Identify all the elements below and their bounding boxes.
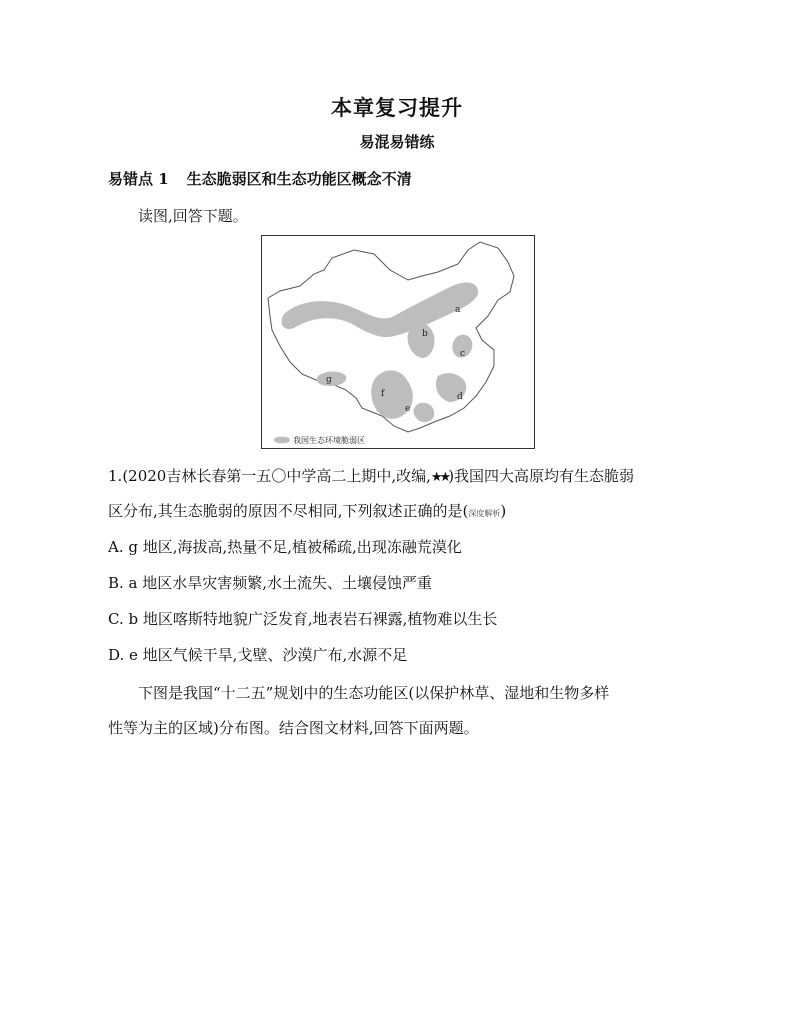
legend-swatch: [274, 437, 290, 444]
question-stem-part1: )我国四大高原均有生态脆弱: [448, 467, 635, 485]
paragraph-line-1: 下图是我国“十二五”规划中的生态功能区(以保护林草、湿地和生物多样: [138, 684, 610, 702]
page-title: 本章复习提升: [331, 95, 463, 120]
option-a: A. g 地区,海拔高,热量不足,植被稀疏,出现冻融荒漠化: [108, 538, 462, 556]
option-d: D. e 地区气候干旱,戈壁、沙漠广布,水源不足: [108, 646, 408, 664]
legend-label: 我国生态环境脆弱区: [293, 436, 365, 445]
section-label: 易错点 1: [108, 170, 169, 188]
intro-text: 读图,回答下题。: [138, 207, 248, 225]
section-text: 生态脆弱区和生态功能区概念不清: [186, 170, 412, 188]
question-source: (2020吉林长春第一五〇中学高二上期中,改编,: [122, 467, 431, 485]
analysis-tag: 深度解析: [468, 509, 501, 518]
paragraph-line-2: 性等为主的区域)分布图。结合图文材料,回答下面两题。: [108, 719, 479, 737]
region-label-e: e: [405, 404, 411, 414]
region-label-a: a: [455, 305, 461, 315]
question-1-stem: [108, 465, 634, 486]
map-figure: [262, 236, 534, 448]
question-close: ): [500, 502, 507, 520]
region-label-c: c: [460, 349, 466, 359]
region-label-g: g: [326, 375, 332, 385]
page-subtitle: 易混易错练: [359, 133, 435, 151]
question-1-stem-line2: [108, 500, 506, 521]
option-c: C. b 地区喀斯特地貌广泛发育,地表岩石裸露,植物难以生长: [108, 610, 498, 628]
region-label-f: f: [381, 389, 385, 399]
china-fragile-zone-map: [261, 235, 535, 449]
option-b: B. a 地区水旱灾害频繁,水土流失、土壤侵蚀严重: [108, 574, 433, 592]
question-number: 1.: [108, 467, 123, 485]
fragile-zone-loess: [408, 322, 435, 358]
region-label-b: b: [422, 329, 428, 339]
question-stem-part2: 区分布,其生态脆弱的原因不尽相同,下列叙述正确的是(: [108, 502, 469, 520]
difficulty-stars-icon: ★★: [430, 470, 449, 485]
section-heading: [108, 168, 412, 189]
region-label-d: d: [457, 392, 463, 402]
fragile-zone-karst: [414, 403, 435, 422]
fragile-zone-north: [282, 283, 479, 338]
